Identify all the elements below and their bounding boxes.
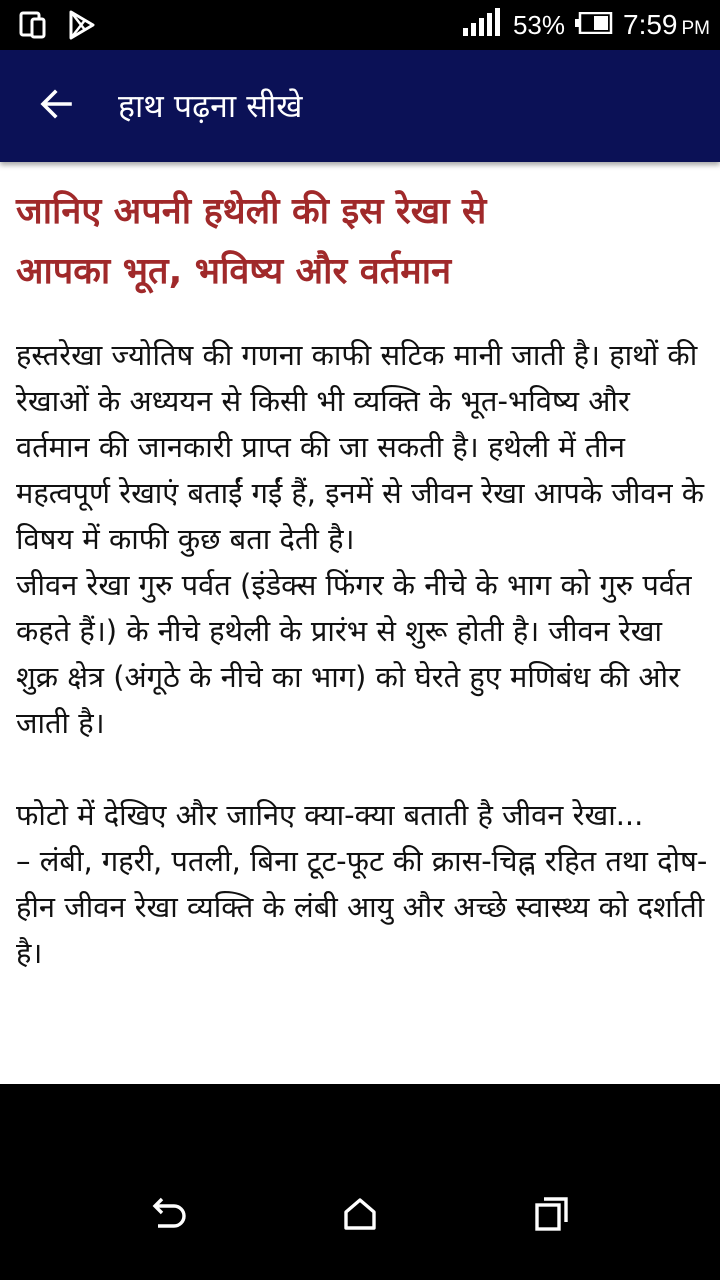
nav-back-button[interactable] [136, 1184, 200, 1248]
battery-percent: 53% [512, 9, 565, 40]
app-title: हाथ पढ़ना सीखे [118, 87, 303, 125]
signal-icon [463, 8, 503, 42]
paragraph-intro: हस्तरेखा ज्योतिष की गणना काफी सटिक मानी जाती है। हाथों की रेखाओं के अध्ययन से किसी भी व्यक्ति के भूत-भविष्य और वर्तमान की जानकारी प्राप्त की जा सकती है। हथेली में तीन महत्वपूर्ण रेखाएं बताईं गईं हैं, इनमें से जीवन रेखा आपके जीवन के विषय में काफी कुछ बता देती है। [16, 338, 705, 556]
article-title-line2: आपका भूत, भविष्य और वर्तमान [16, 251, 452, 292]
paragraph-gap [16, 746, 708, 792]
clock [623, 9, 710, 41]
arrow-back-icon [38, 86, 74, 126]
paragraph-photo: फोटो में देखिए और जानिए क्या-क्या बताती है जीवन रेखा... [16, 798, 644, 832]
app-bar [0, 50, 720, 162]
navigation-bar [0, 1084, 720, 1280]
recents-nav-icon [534, 1196, 570, 1236]
play-store-icon [68, 10, 96, 44]
article-title [16, 182, 706, 302]
paragraph-long-line: – लंबी, गहरी, पतली, बिना टूट-फूट की क्रास-चिह्न रहित तथा दोष-हीन जीवन रेखा व्यक्ति के लंबी आयु और अच्छे स्वास्थ्य को दर्शाती है। [16, 844, 708, 970]
paragraph-life-line: जीवन रेखा गुरु पर्वत (इंडेक्स फिंगर के नीचे के भाग को गुरु पर्वत कहते हैं।) के नीचे हथेली के प्रारंभ से शुरू होती है। जीवन रेखा शुक्र क्षेत्र (अंगूठे के नीचे का भाग) को घेरते हुए मणिबंध की ओर जाती है। [16, 568, 692, 740]
clock-ampm: PM [681, 18, 710, 39]
home-nav-icon [342, 1196, 378, 1236]
screen-mirror-icon [18, 10, 48, 44]
article-content[interactable] [0, 162, 720, 1084]
article-body [16, 332, 708, 976]
battery-icon [575, 12, 613, 38]
article-title-line1: जानिए अपनी हथेली की इस रेखा से [16, 191, 487, 232]
back-nav-icon [148, 1196, 188, 1236]
nav-home-button[interactable] [328, 1184, 392, 1248]
clock-time: 7:59 [623, 9, 678, 40]
status-bar [0, 0, 720, 50]
nav-recents-button[interactable] [520, 1184, 584, 1248]
back-button[interactable] [28, 78, 84, 134]
status-right [463, 0, 710, 50]
